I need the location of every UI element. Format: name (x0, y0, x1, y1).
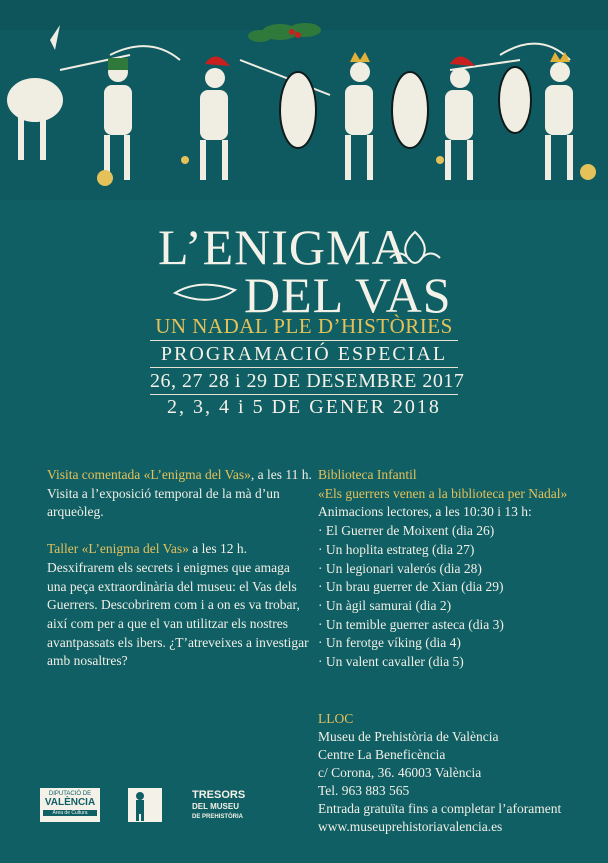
lloc-line: Entrada gratuïta fins a completar l’aforament (318, 801, 562, 816)
visita-text: Visita a l’exposició temporal de la mà d’un arqueòleg. (47, 485, 280, 520)
tresors-line1: TRESORS (192, 789, 246, 801)
diputacio-logo (40, 788, 100, 822)
taller-time: a les 12 h. (188, 541, 248, 557)
title-line-1: L’ENIGMA (158, 219, 409, 275)
website-link[interactable]: www.museuprehistoriavalencia.es (318, 819, 503, 834)
tresors-logo (192, 790, 272, 822)
list-item: · El Guerrer de Moixent (dia 26) (318, 523, 495, 539)
biblioteca-subtitle: «Els guerrers venen a la biblioteca per Nadal» (318, 485, 568, 501)
location-block (318, 710, 598, 836)
lloc-line: c/ Corona, 36. 46003 València (318, 765, 482, 780)
lloc-heading: LLOC (318, 711, 354, 726)
tresors-line3: DE PREHISTÒRIA (192, 814, 244, 820)
warrior-frieze-banner (0, 0, 608, 200)
biblioteca-intro: Animacions lectores, a les 10:30 i 13 h: (318, 504, 532, 520)
lloc-line: Centre La Beneficència (318, 747, 446, 762)
diputacio-logo-line3: Àrea de Cultura (43, 810, 97, 816)
subtitle: UN NADAL PLE D’HISTÒRIES (155, 314, 453, 338)
dates-december: 26, 27 28 i 29 DE DESEMBRE 2017 (150, 368, 458, 395)
list-item: · Un ferotge víking (dia 4) (318, 635, 461, 651)
taller-title: Taller «L’enigma del Vas» (47, 541, 189, 557)
museu-prehistoria-logo (128, 788, 162, 822)
list-item: · Un brau guerrer de Xian (dia 29) (318, 579, 504, 595)
sponsor-logos (40, 786, 300, 826)
list-item: · Un valent cavaller (dia 5) (318, 654, 464, 670)
list-item: · Un temible guerrer asteca (dia 3) (318, 616, 504, 632)
list-item: · Un hoplita estrateg (dia 27) (318, 541, 475, 557)
left-column (47, 466, 312, 671)
lloc-line: Museu de Prehistòria de València (318, 729, 499, 744)
lloc-phone: Tel. 963 883 565 (318, 783, 410, 798)
warrior-silhouette-icon (128, 788, 162, 822)
visita-heading (47, 466, 312, 485)
right-column (318, 466, 588, 672)
list-item: · Un legionari valerós (dia 28) (318, 560, 482, 576)
dates-january: 2, 3, 4 i 5 DE GENER 2018 (167, 396, 441, 418)
warrior-frieze-illustration (0, 0, 608, 200)
list-item: · Un àgil samurai (dia 2) (318, 597, 452, 613)
diputacio-logo-line2: VALÈNCIA (44, 797, 96, 808)
visita-title: Visita comentada «L’enigma del Vas» (47, 467, 251, 482)
biblioteca-title: Biblioteca Infantil (318, 467, 417, 482)
programacio-heading: PROGRAMACIÓ ESPECIAL (150, 340, 458, 368)
visita-time: , a les 11 h. (250, 467, 312, 482)
diputacio-logo-line1: DIPUTACIÓ DE (48, 791, 92, 797)
vase-motif-icon (380, 228, 450, 272)
tresors-line2: DEL MUSEU (192, 802, 239, 811)
title-line-2: DEL VAS (244, 267, 452, 323)
bird-motif-icon (170, 278, 240, 308)
taller-heading (47, 540, 312, 559)
taller-text: Desxifrarem els secrets i enigmes que amaga una peça extraordinària del museu: el Vas dels Guerrers. Descobrirem com i a on es va trobar, així com per a que el van utilitzar els nostres avantpassats els ibers. ¿T’atreveixes a investigar amb nosaltres? (47, 559, 309, 669)
